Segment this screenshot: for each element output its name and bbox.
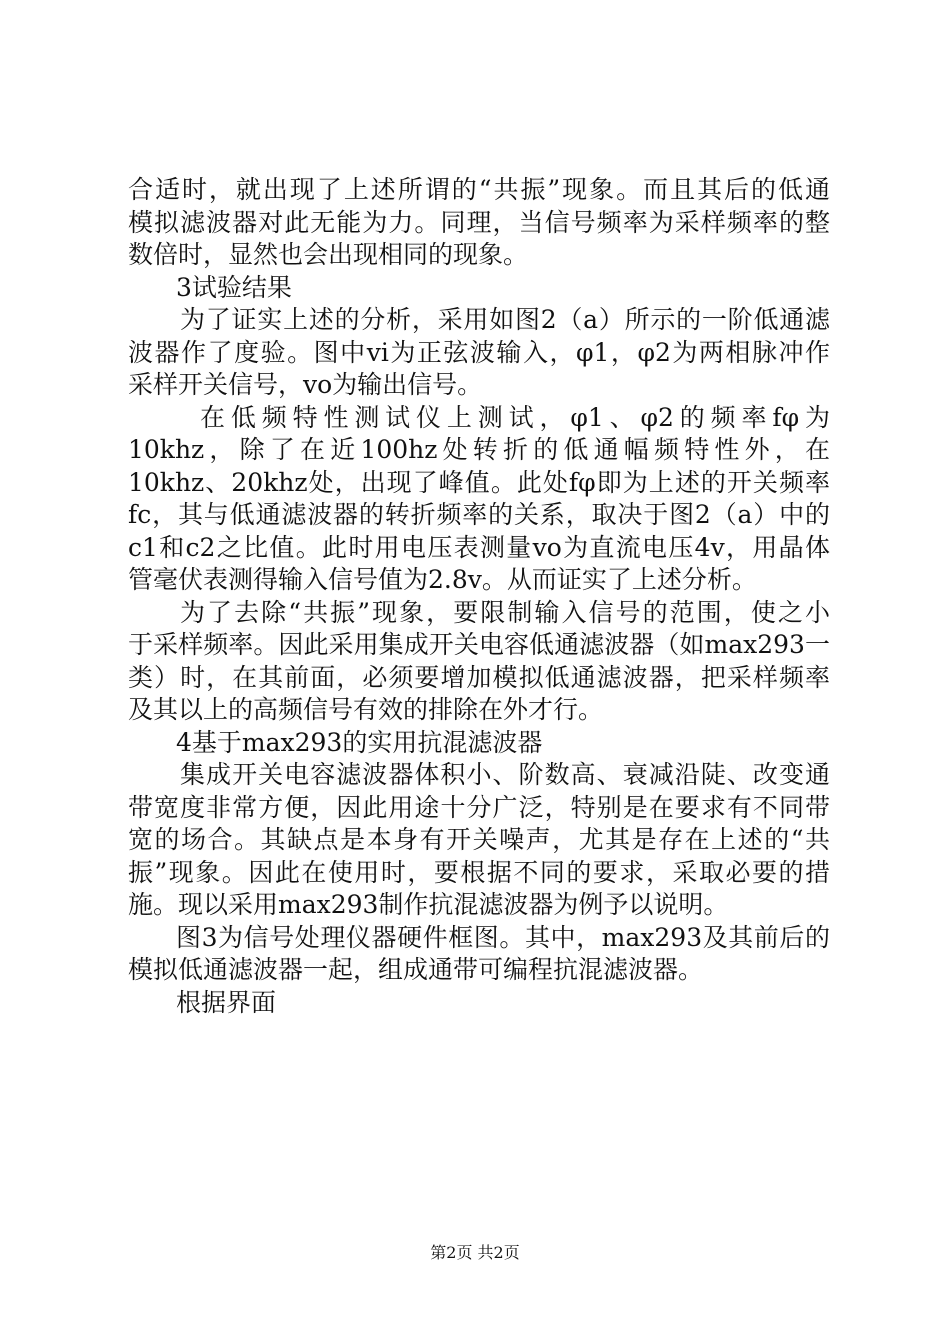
text-line: 图3为信号处理仪器硬件框图。其中，max293及其前后的: [176, 922, 830, 952]
text-line: 宽的场合。其缺点是本身有开关噪声，尤其是存在上述的“共: [128, 825, 830, 854]
text-line: 10khz、20khz处，出现了峰值。此处fφ即为上述的开关频率: [128, 467, 830, 497]
section-heading: 3试验结果: [176, 272, 292, 302]
text-line: 带宽度非常方便，因此用途十分广泛，特别是在要求有不同带: [128, 792, 830, 822]
text-line: 振”现象。因此在使用时，要根据不同的要求，采取必要的措: [128, 857, 830, 887]
text-line: 模拟低通滤波器一起，组成通带可编程抗混滤波器。: [128, 955, 704, 984]
text-line: 在低频特性测试仪上测试，φ1、φ2的频率fφ为: [200, 402, 830, 432]
text-line: 数倍时，显然也会出现相同的现象。: [128, 240, 529, 269]
text-line: 施。现以采用max293制作抗混滤波器为例予以说明。: [128, 890, 729, 919]
text-line: 10khz，除了在近100hz处转折的低通幅频特性外，在: [128, 435, 830, 464]
text-line: 为了证实上述的分析，采用如图2（a）所示的一阶低通滤: [180, 305, 830, 334]
text-line: c1和c2之比值。此时用电压表测量vo为直流电压4v，用晶体: [128, 532, 830, 562]
document-body: [128, 174, 830, 1019]
text-line: fc，其与低通滤波器的转折频率的关系，取决于图2（a）中的: [128, 500, 830, 529]
text-line: 集成开关电容滤波器体积小、阶数高、衰减沿陡、改变通: [180, 760, 830, 789]
text-line: 及其以上的高频信号有效的排除在外才行。: [128, 695, 604, 724]
text-line: 采样开关信号，vo为输出信号。: [128, 370, 483, 399]
text-line: 根据界面: [176, 987, 277, 1017]
page-number-footer: 第2页 共2页: [430, 1243, 520, 1262]
text-line: 合适时，就出现了上述所谓的“共振”现象。而且其后的低通: [128, 175, 830, 204]
text-line: 管毫伏表测得输入信号值为2.8v。从而证实了上述分析。: [128, 565, 757, 594]
text-line: 类）时，在其前面，必须要增加模拟低通滤波器，把采样频率: [128, 662, 830, 692]
text-line: 波器作了度验。图中vi为正弦波输入，φ1，φ2为两相脉冲作: [128, 337, 830, 367]
section-heading: 4基于max293的实用抗混滤波器: [176, 727, 543, 757]
text-line: 于采样频率。因此采用集成开关电容低通滤波器（如max293一: [128, 630, 830, 659]
text-line: 为了去除“共振”现象，要限制输入信号的范围，使之小: [180, 597, 830, 627]
text-line: 模拟滤波器对此无能为力。同理，当信号频率为采样频率的整: [128, 207, 830, 237]
